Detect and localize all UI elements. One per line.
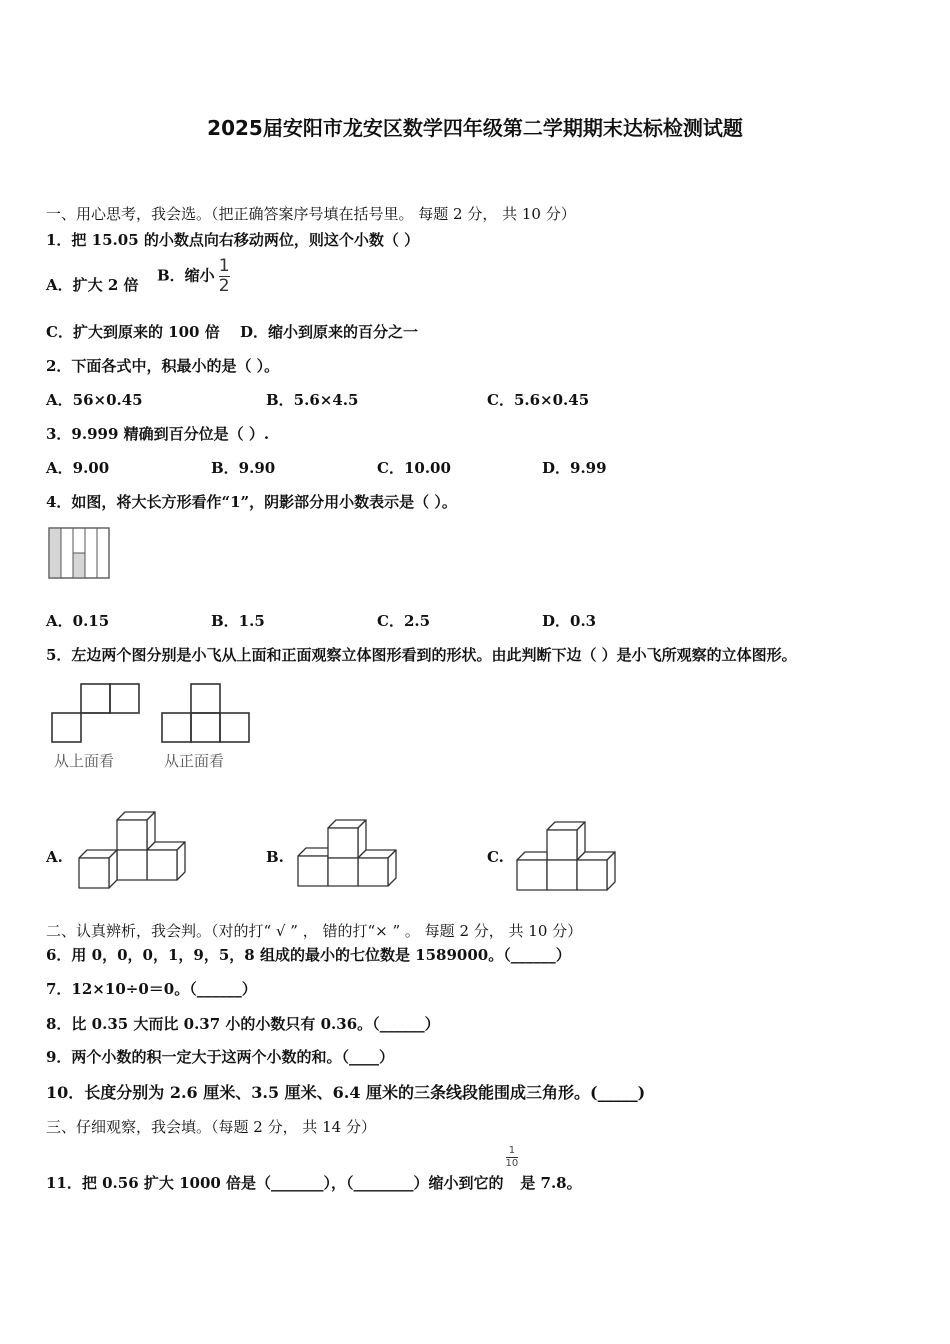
question-5-stem: 5．左边两个图分别是小飞从上面和正面观察立体图形看到的形状。由此判断下边（ ）是小飞所观察的立体图形。 [46,646,797,664]
section-3-heading: 三、仔细观察，我会填。（每题 2 分， 共 14 分） [46,1118,376,1136]
q3-option-b: B．9.90 [211,459,276,477]
question-11-part2: 是 7.8。 [520,1174,582,1192]
q2-option-b: B．5.6×4.5 [266,391,359,409]
cube-solid-option-c [514,820,619,894]
question-1-stem: 1．把 15.05 的小数点向右移动两位，则这个小数（ ） [46,231,420,249]
q1-option-a: A．扩大 2 倍 [46,276,139,294]
question-4-stem: 4．如图，将大长方形看作“1”，阴影部分用小数表示是（ ）。 [46,493,457,511]
question-6: 6．用 0，0，0，1，9，5，8 组成的最小的七位数是 1589000。（______） [46,946,571,964]
question-11 [46,1146,582,1193]
top-view-label: 从上面看 [54,752,115,770]
q5-option-c: C. [487,848,504,866]
q3-option-a: A．9.00 [46,459,110,477]
question-2-stem: 2．下面各式中，积最小的是（ ）。 [46,357,280,375]
question-11-part1: 11．把 0.56 扩大 1000 倍是（_______），（________）缩小到它的 [46,1174,504,1192]
q2-option-c: C．5.6×0.45 [487,391,590,409]
q4-option-a: A．0.15 [46,612,110,630]
q5-option-b: B. [266,848,284,866]
q1-option-b [157,258,230,295]
front-view-figure [160,683,252,745]
q4-option-c: C．2.5 [377,612,431,630]
shaded-rectangle-figure [48,527,110,579]
q4-option-d: D．0.3 [542,612,597,630]
q1-option-b-label: B．缩小 [157,266,215,285]
cube-solid-option-b [295,818,400,890]
section-1-heading: 一、用心思考，我会选。（把正确答案序号填在括号里。 每题 2 分， 共 10 分） [46,205,576,223]
question-8: 8．比 0.35 大而比 0.37 小的小数只有 0.36。（______） [46,1015,440,1033]
q1-option-c: C．扩大到原来的 100 倍 [46,323,220,341]
q5-option-a: A. [46,848,63,866]
q2-option-a: A．56×0.45 [46,391,143,409]
fraction-one-half: $\frac{1}{2}$ [218,256,230,296]
q3-option-d: D．9.99 [542,459,607,477]
question-7: 7．12×10÷0＝0。（______） [46,980,257,998]
q1-option-d: D．缩小到原来的百分之一 [240,323,419,341]
cube-solid-option-a [76,810,191,894]
q3-option-c: C．10.00 [377,459,451,477]
top-view-figure [50,683,142,745]
fraction-one-tenth: $\frac{1}{10}$ [505,1145,519,1169]
question-10: 10．长度分别为 2.6 厘米、3.5 厘米、6.4 厘米的三条线段能围成三角形。(_____) [46,1083,646,1102]
section-2-heading: 二、认真辨析，我会判。（对的打“ √ ” ， 错的打“× ” 。 每题 2 分， 共 10 分） [46,922,583,940]
question-3-stem: 3．9.999 精确到百分位是（ ）. [46,425,270,443]
front-view-label: 从正面看 [164,752,225,770]
page-title: 2025届安阳市龙安区数学四年级第二学期期末达标检测试题 [207,116,743,140]
question-9: 9．两个小数的积一定大于这两个小数的和。（____） [46,1048,394,1066]
q4-option-b: B．1.5 [211,612,265,630]
